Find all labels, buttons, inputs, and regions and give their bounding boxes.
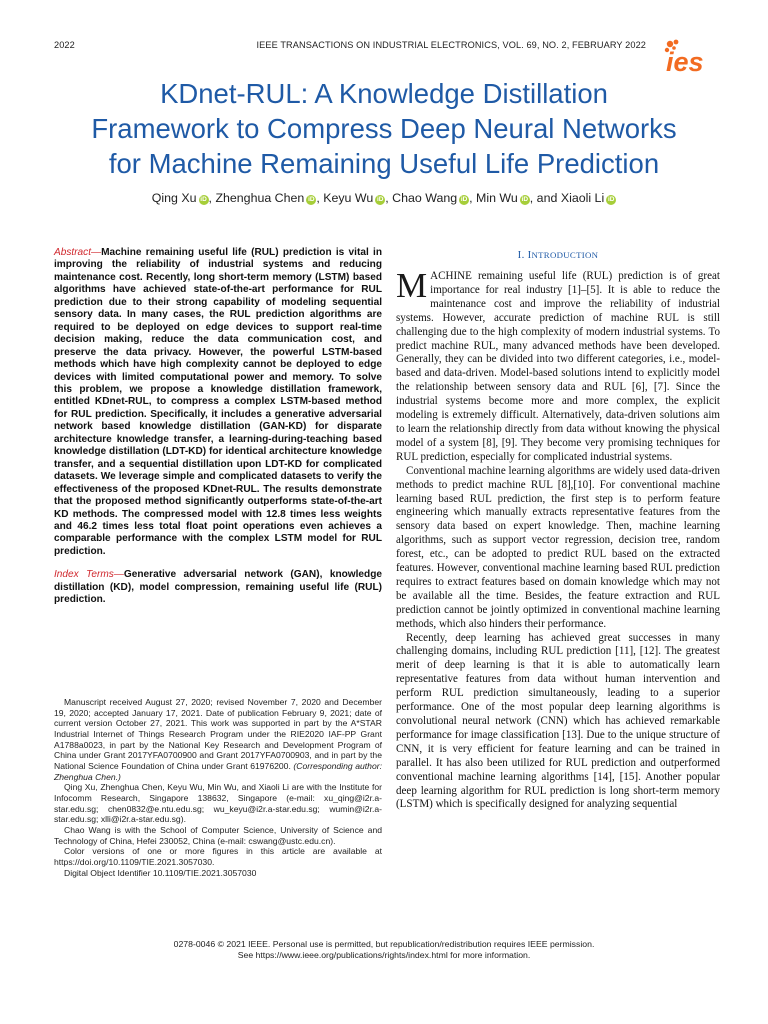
author-sep: , bbox=[316, 191, 324, 205]
author-name[interactable]: Min Wu bbox=[476, 191, 518, 205]
footnote-paragraph: Qing Xu, Zhenghua Chen, Keyu Wu, Min Wu, and Xiaoli Li are with the Institute for Infocomm Research, Singapore 138632, Singapore (e-mail: xu_qing@i2r.a-star.edu.sg; chen0832@e.ntu.edu.sg; wu_keyu@i2r.a-star.edu.sg; wumin@i2r.a-star.edu.sg; xlli@i2r.a-star.edu.sg). bbox=[54, 782, 382, 825]
page-number: 2022 bbox=[54, 40, 75, 50]
author-sep: , bbox=[385, 191, 393, 205]
abstract-label: Abstract— bbox=[54, 247, 102, 258]
footnote-paragraph: Chao Wang is with the School of Computer Science, University of Science and Technology of China, Hefei 230052, China (e-mail: cswang@ustc.edu.cn). bbox=[54, 824, 382, 846]
logo-text: ies bbox=[666, 47, 704, 77]
footnote-paragraph: Digital Object Identifier 10.1109/TIE.2021.3057030 bbox=[64, 867, 257, 878]
orcid-icon[interactable]: iD bbox=[521, 196, 529, 203]
orcid-icon[interactable]: iD bbox=[200, 196, 207, 203]
index-terms bbox=[54, 569, 382, 606]
copyright-notice bbox=[40, 939, 728, 961]
right-column bbox=[396, 247, 720, 812]
section-number: I. bbox=[517, 249, 525, 261]
footnote-paragraph bbox=[54, 697, 382, 782]
author-name[interactable]: Chao Wang bbox=[392, 191, 458, 205]
orcid-icon[interactable]: iD bbox=[607, 196, 615, 203]
author-sep: , bbox=[208, 191, 216, 205]
ies-logo bbox=[662, 38, 720, 78]
section-title-rest: NTRODUCTION bbox=[531, 250, 599, 260]
orcid-icon[interactable]: iD bbox=[308, 196, 315, 203]
title-line: for Machine Remaining Useful Life Prediction bbox=[108, 148, 660, 179]
author-list bbox=[40, 191, 728, 205]
author-sep: , and bbox=[529, 191, 561, 205]
author-sep: , bbox=[469, 191, 477, 205]
intro-paragraph: Conventional machine learning algorithms are widely used data-driven methods to predict machine RUL [8],[10]. For conventional machine learning based RUL prediction, the first step is to perform feature engineering which manually extracts representative features from the sensory data based on expert knowledge. Then, machine learning algorithms, such as support vector regression, decision tree, random forest, etc., can be adopted to predict RUL based on the extracted features. However, conventional machine learning based RUL prediction requires to extract features based on domain knowledge which may not be available all the time. Besides, the feature extraction and RUL prediction cannot be jointly optimized in conventional machine learning methods, which also hinders their performance. bbox=[396, 464, 720, 630]
index-terms-text: Generative adversarial network (GAN), knowledge distillation (KD), model compression, remaining useful life (RUL) prediction. bbox=[54, 569, 382, 606]
author-name[interactable]: Qing Xu bbox=[151, 191, 197, 205]
abstract-text: Machine remaining useful life (RUL) prediction is vital in improving the reliability of industrial systems and reducing maintenance cost. Recently, long short-term memory (LSTM) based algorithms have achieved state-of-the-art performance for RUL prediction due to their strong capability of modeling sequential sensory data. In many cases, the RUL prediction algorithms are required to be deployed on edge devices to support real-time decision making, reduce the data communication cost, and preserve the data privacy. However, the powerful LSTM-based methods which have high complexity cannot be deployed to edge devices with limited computational power and memory. To solve this problem, we propose a knowledge distillation framework, entitled KDnet-RUL, to compress a complex LSTM-based method for RUL prediction. Specifically, it includes a generative adversarial network based knowledge distillation (GAN-KD) for disparate architecture knowledge transfer, a learning-during-teaching based knowledge distillation (LDT-KD) for identical architecture knowledge transfer, and a sequential distillation upon LDT-KD for complicated datasets. We leverage simple and complicated datasets to verify the effectiveness of the proposed KDnet-RUL. The results demonstrate that the proposed method significantly outperforms state-of-the-art KD methods. The compressed model with 12.8 times less weights and 46.2 times less total float point operations even achieves a comparable performance with the complex LSTM model for RUL prediction. bbox=[54, 247, 382, 557]
title-line: KDnet-RUL: A Knowledge Distillation bbox=[160, 78, 608, 109]
section-title-initial: I bbox=[527, 249, 532, 261]
drop-cap: M bbox=[396, 266, 428, 305]
introduction-body bbox=[396, 266, 720, 812]
title-line: Framework to Compress Deep Neural Networks bbox=[91, 113, 677, 144]
paper-title bbox=[40, 76, 728, 181]
intro-paragraph-text: ACHINE remaining useful life (RUL) prediction is of great importance for real industry [1]–[5]. It is able to reduce the maintenance cost and improve the reliability of industrial systems. However, accurate prediction of machine RUL is still challenging due to the high complexity of modern industrial systems. To predict machine RUL, many advanced methods have been developed. Generally, they can be divided into two different categories, i.e., model-based and data-driven. Model-based solutions intend to explicitly model the relationship between sensory data and RUL [6], [7]. Since the industrial systems become more and more complex, the explicit modeling is extremely difficult. Alternatively, data-driven solutions aim to learn the relationship directly from data without knowing the physical model of a system [8], [9]. They become very promising techniques for RUL prediction, especially for complicated industrial systems. bbox=[396, 270, 720, 463]
manuscript-footnote bbox=[54, 697, 382, 878]
author-name[interactable]: Xiaoli Li bbox=[560, 191, 605, 205]
left-column bbox=[54, 247, 382, 607]
running-header bbox=[54, 40, 646, 54]
section-heading bbox=[396, 249, 720, 261]
footnote-text: Manuscript received August 27, 2020; revised November 7, 2020 and December 19, 2020; accepted January 17, 2021. Date of publication February 9, 2021; date of current version October 27, 2021. This work was supported in part by the A*STAR Industrial Internet of Things Research Program under the RIE2020 IAF-PP Grant A1788a0023, in part by the National Key Research and Development Program of China under Grant 2017YFA0700900 and Grant 2017YFA0700903, and in part by the National Science Foundation of China under Grant 61976200. bbox=[54, 697, 382, 771]
index-terms-label: Index Terms— bbox=[54, 569, 124, 581]
author-name[interactable]: Keyu Wu bbox=[323, 191, 374, 205]
footnote-paragraph[interactable]: Color versions of one or more figures in this article are available at https://doi.org/10.1109/TIE.2021.3057030. bbox=[54, 846, 382, 867]
journal-name: IEEE TRANSACTIONS ON INDUSTRIAL ELECTRONICS, VOL. 69, NO. 2, FEBRUARY 2022 bbox=[256, 40, 646, 50]
intro-paragraph: Recently, deep learning has achieved great successes in many challenging domains, including RUL prediction [11], [12]. The greatest merit of deep learning is that it is able to automatically learn representative features from data without human intervention and perform RUL prediction simultaneously, leading to a superior performance. One of the most popular deep learning algorithms is convolutional neural network (CNN) which has achieved remarkable performance for image classification [13]. Due to the unique structure of CNN, it is very efficient for feature learning and can be trained in parallel. It has also been utilized for RUL prediction and outperformed conventional machine learning algorithms [14], [15]. Another popular deep learning algorithm for RUL prediction is long short-term memory (LSTM) which is specifically designed for analyzing sequential bbox=[396, 631, 720, 811]
corresponding-author: (Corresponding author: Zhenghua Chen.) bbox=[54, 760, 382, 782]
orcid-icon[interactable]: iD bbox=[377, 196, 384, 203]
ies-logo-icon bbox=[662, 38, 720, 78]
abstract bbox=[54, 247, 382, 558]
copyright-line: 0278-0046 © 2021 IEEE. Personal use is permitted, but republication/redistribution requires IEEE permission. bbox=[173, 939, 595, 949]
orcid-icon[interactable]: iD bbox=[460, 196, 468, 203]
intro-paragraph bbox=[396, 266, 720, 465]
author-name[interactable]: Zhenghua Chen bbox=[215, 191, 305, 205]
copyright-line[interactable]: See https://www.ieee.org/publications/rights/index.html for more information. bbox=[237, 950, 531, 960]
